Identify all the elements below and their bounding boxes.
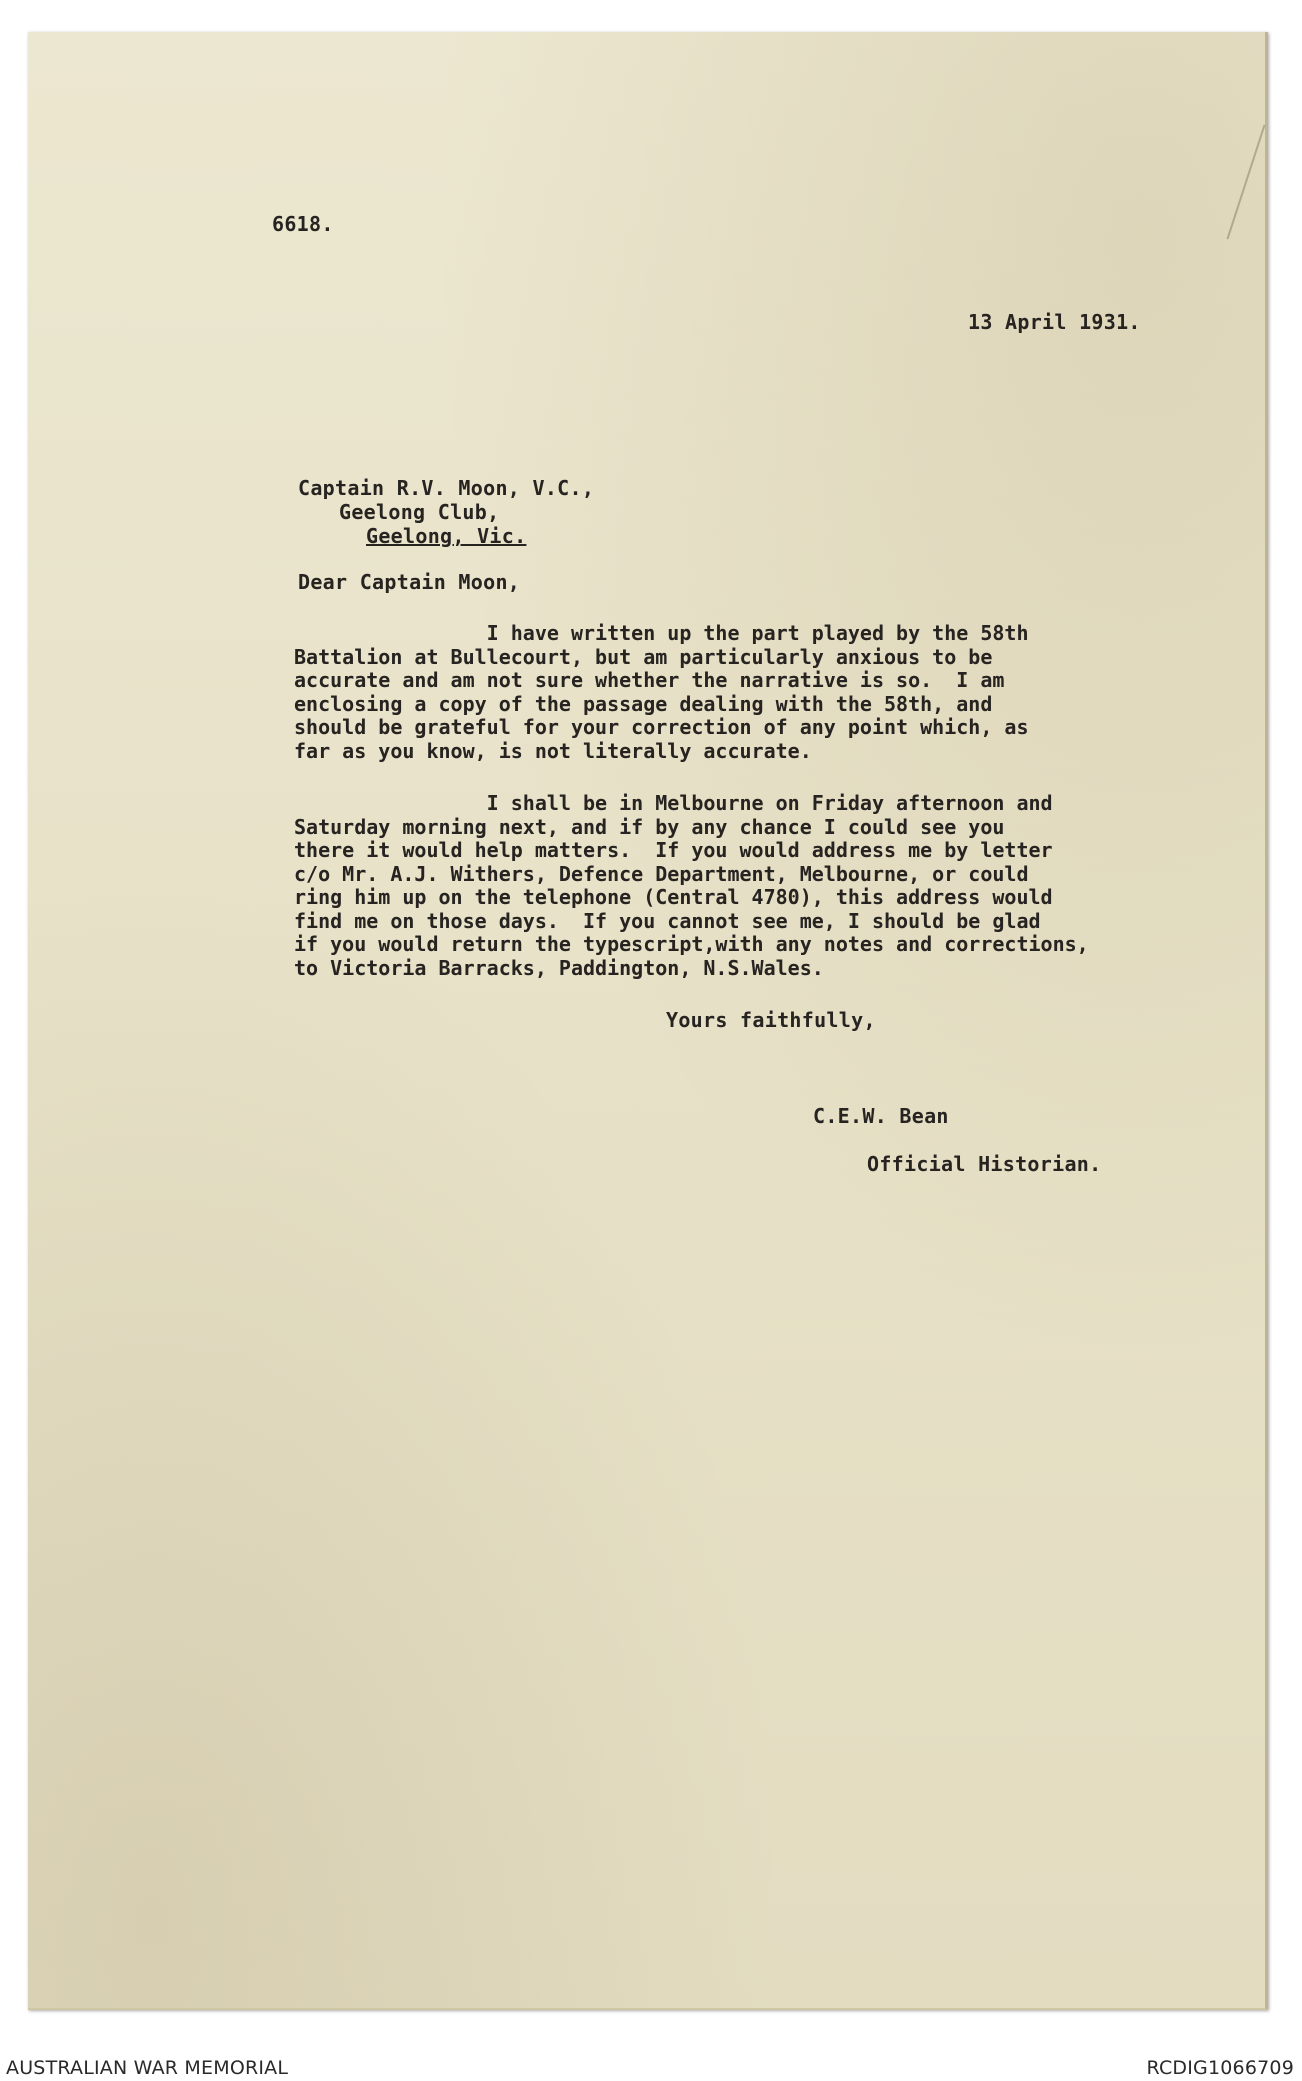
salutation: Dear Captain Moon, [298, 570, 521, 594]
paragraph-line: Battalion at Bullecourt, but am particularly anxious to be [294, 644, 993, 669]
body-paragraph-1 [294, 622, 1029, 763]
paragraph-line: far as you know, is not literally accurate. [294, 738, 812, 763]
letter-date: 13 April 1931. [968, 310, 1141, 334]
paragraph-line: enclosing a copy of the passage dealing with the 58th, and [294, 691, 993, 716]
reference-number: 6618. [272, 212, 334, 236]
paragraph-line: I shall be in Melbourne on Friday afternoon and [294, 791, 1053, 815]
signature-name: C.E.W. Bean [813, 1104, 949, 1128]
paragraph-line: should be grateful for your correction of any point which, as [294, 715, 1029, 739]
paragraph-line: find me on those days. If you cannot see me, I should be glad [294, 908, 1041, 933]
paragraph-line: Saturday morning next, and if by any chance I could see you [294, 814, 1005, 839]
footer-institution: AUSTRALIAN WAR MEMORIAL [6, 2057, 289, 2079]
paragraph-line: c/o Mr. A.J. Withers, Defence Department, Melbourne, or could [294, 861, 1029, 886]
recipient-address-line1: Geelong Club, [339, 500, 500, 524]
paper-crease-mark [1227, 125, 1266, 240]
footer-item-id: RCDIG1066709 [1146, 2057, 1294, 2079]
paragraph-line: I have written up the part played by the 58th [294, 621, 1029, 645]
paragraph-line: if you would return the typescript,with any notes and corrections, [294, 932, 1089, 956]
recipient-name: Captain R.V. Moon, V.C., [298, 476, 595, 500]
signature-title: Official Historian. [867, 1152, 1102, 1176]
closing-phrase: Yours faithfully, [666, 1008, 876, 1032]
paragraph-line: there it would help matters. If you would address me by letter [294, 838, 1053, 862]
paragraph-line: to Victoria Barracks, Paddington, N.S.Wales. [294, 955, 824, 980]
recipient-address-line2: Geelong, Vic. [366, 524, 527, 548]
paragraph-line: ring him up on the telephone (Central 4780), this address would [294, 885, 1053, 909]
body-paragraph-2 [294, 792, 1089, 980]
paragraph-line: accurate and am not sure whether the narrative is so. I am [294, 668, 1005, 692]
